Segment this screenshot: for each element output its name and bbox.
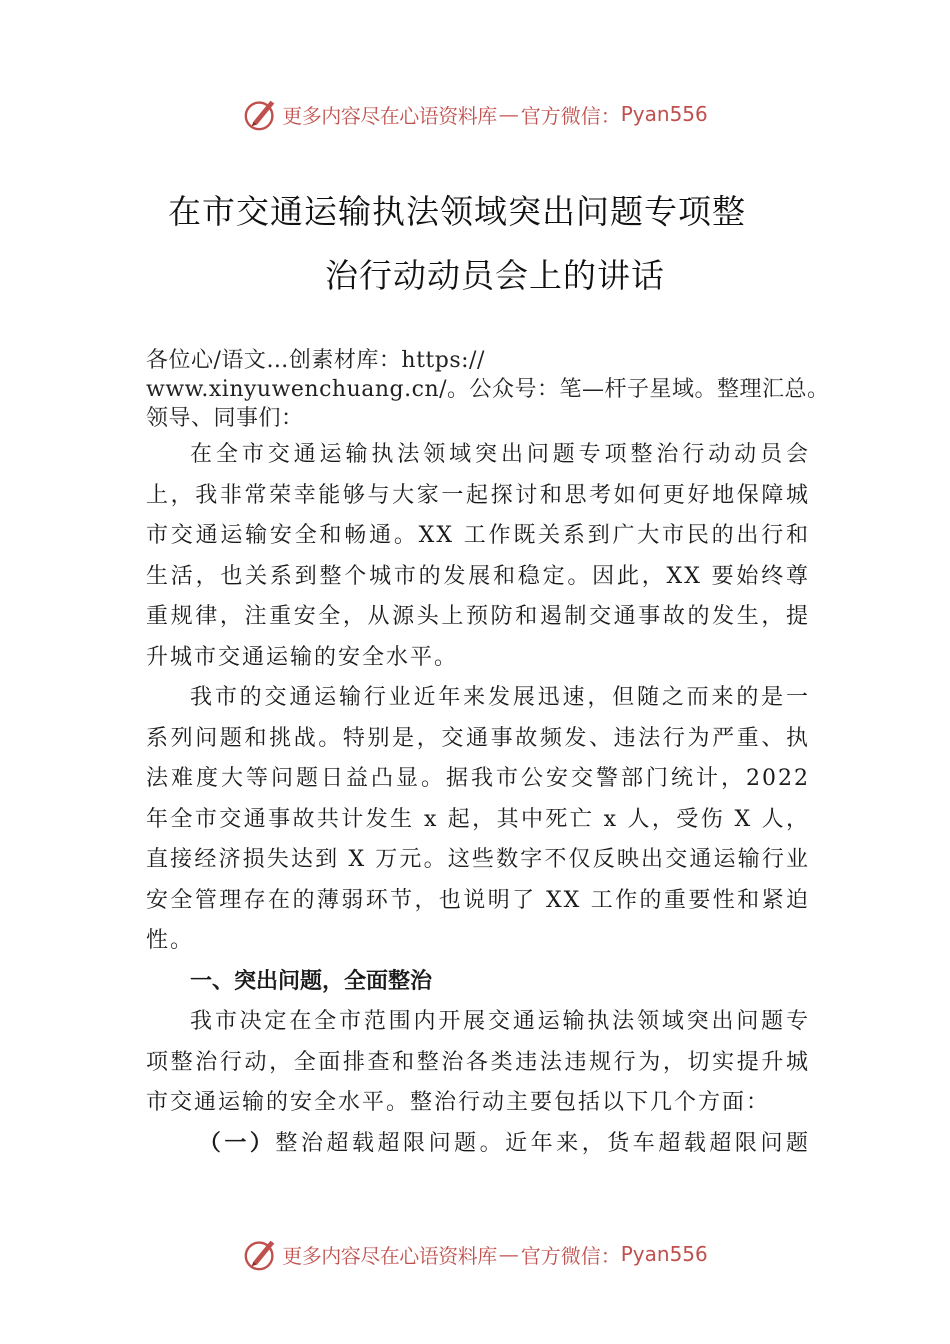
document-title-line1: 在市交通运输执法领域突出问题专项整 <box>168 192 746 231</box>
watermark-dash: — <box>498 1242 519 1266</box>
watermark-wechat-id: Pyan556 <box>620 1242 708 1266</box>
watermark-dash: — <box>498 102 519 126</box>
paragraph-1: 在全市交通运输执法领域突出问题专项整治行动动员会上，我非常荣幸能够与大家一起探讨和思考如何更好地保障城市交通运输安全和畅通。XX 工作既关系到广大市民的出行和生活，也关系到整个城市的发展和稳定。因此，XX 要始终尊重规律，注重安全，从源头上预防和遏制交通事故的发生，提升城市交通运输的安全水平。 <box>146 442 810 670</box>
watermark-bottom <box>0 1234 950 1274</box>
watermark-top <box>0 94 950 134</box>
salutation: 领导、同事们： <box>146 406 304 431</box>
pen-logo-icon <box>242 1235 280 1273</box>
watermark-wechat-id: Pyan556 <box>620 102 708 126</box>
intro-line-1: 各位心/语文…创素材库：https:// <box>146 348 485 373</box>
pen-logo-icon <box>242 95 280 133</box>
subsection-1-text: 整治超载超限问题。近年来，货车超载超限问题 <box>275 1130 810 1156</box>
intro-line-2: www.xinyuwenchuang.cn/。公众号：笔—杆子星域。整理汇总。 <box>146 377 830 402</box>
section-heading-1: 一、突出问题，全面整治 <box>190 968 433 994</box>
watermark-official-label: 官方微信： <box>520 1243 621 1268</box>
watermark-brand: 更多内容尽在心语资料库 <box>282 103 497 128</box>
watermark-brand: 更多内容尽在心语资料库 <box>282 1243 497 1268</box>
document-title-line2: 治行动动员会上的讲话 <box>325 256 665 295</box>
paragraph-2: 我市的交通运输行业近年来发展迅速，但随之而来的是一系列问题和挑战。特别是，交通事故频发、违法行为严重、执法难度大等问题日益凸显。据我市公安交警部门统计，2022 年全市交通事故共计发生 x 起，其中死亡 x 人，受伤 X 人，直接经济损失达到 X 万元。这些数字不仅反映出交通运输行业安全管理存在的薄弱环节，也说明了 XX 工作的重要性和紧迫性。 <box>146 685 810 953</box>
subsection-1-label: （一） <box>198 1130 276 1156</box>
document-body <box>146 346 830 1164</box>
paragraph-3: 我市决定在全市范围内开展交通运输执法领域突出问题专项整治行动，全面排查和整治各类违法违规行为，切实提升城市交通运输的安全水平。整治行动主要包括以下几个方面： <box>146 1009 810 1115</box>
subsection-1 <box>146 1124 810 1165</box>
watermark-official-label: 官方微信： <box>520 103 621 128</box>
